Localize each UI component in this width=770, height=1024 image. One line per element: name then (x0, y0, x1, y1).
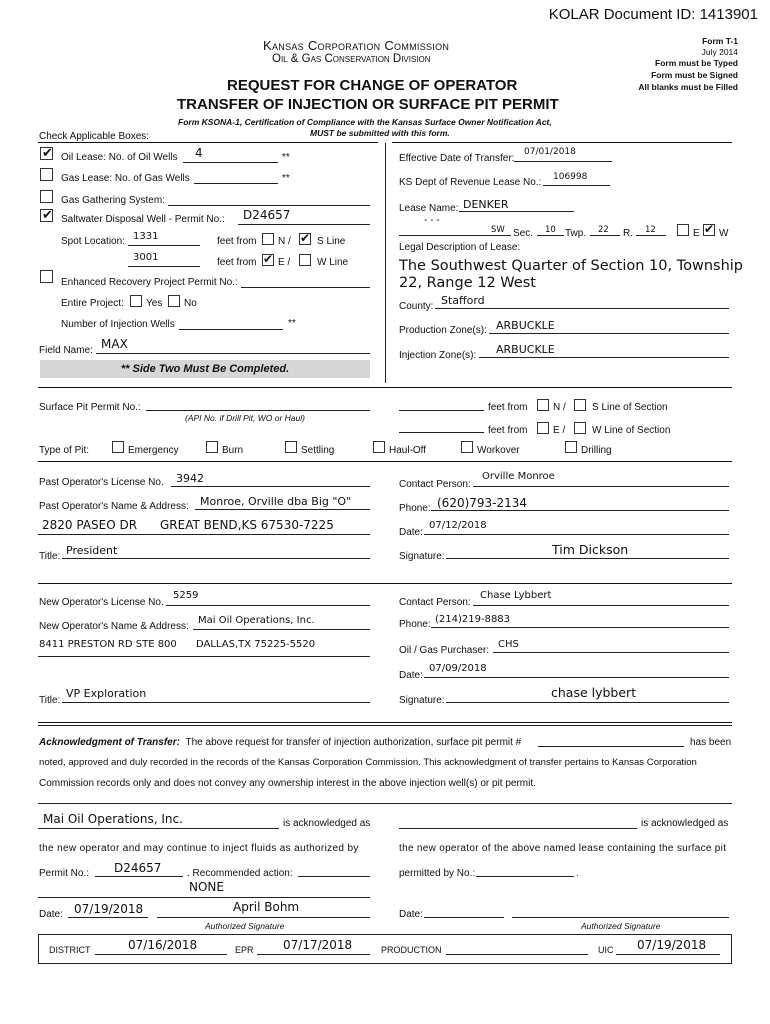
note-signed: Form must be Signed (651, 70, 738, 80)
spot-location-label: Spot Location: (61, 236, 125, 247)
oil-wells-value[interactable]: 4 (195, 146, 203, 160)
ack-date-label-right: Date: (399, 909, 423, 920)
twp-label: Twp. (565, 228, 587, 239)
subtitle-1: Form KSONA-1, Certification of Compliance with the Kansas Surface Owner Notification Act, (178, 117, 552, 127)
epr-label: EPR (235, 945, 254, 955)
ack-text-1: Acknowledgment of Transfer: The above request for transfer of injection authorization, surface pit permit # (39, 737, 522, 748)
check-label: Check Applicable Boxes: (39, 131, 150, 142)
api-note: (API No. if Drill Pit, WO or Haul) (185, 413, 305, 423)
pit-burn-checkbox[interactable] (206, 441, 218, 453)
pit-n-label: N / (553, 402, 566, 413)
pit-feet-from-2: feet from (488, 425, 528, 436)
field-name-label: Field Name: (39, 345, 93, 356)
entire-no-label: No (184, 298, 197, 309)
ack-date-value[interactable]: 07/19/2018 (74, 902, 144, 916)
epr-date[interactable]: 07/17/2018 (283, 938, 353, 952)
new-address-1[interactable]: 8411 PRESTON RD STE 800 (39, 639, 177, 650)
feet-from-1: feet from (217, 236, 257, 247)
quarter-dashes: - - - (424, 215, 440, 226)
past-date-value[interactable]: 07/12/2018 (429, 520, 487, 531)
pit-emergency-checkbox[interactable] (112, 441, 124, 453)
w-checkbox[interactable] (299, 254, 311, 266)
form-title-2: TRANSFER OF INJECTION OR SURFACE PIT PERMIT (177, 96, 559, 113)
pit-feet-from-1: feet from (488, 402, 528, 413)
production-zone-label: Production Zone(s): (399, 325, 487, 336)
swd-checkbox[interactable] (40, 209, 53, 222)
new-title-label: Title: (39, 695, 61, 706)
new-phone-value[interactable]: (214)219-8883 (435, 614, 511, 625)
eor-label: Enhanced Recovery Project Permit No.: (61, 277, 238, 288)
past-license-label: Past Operator's License No. (39, 477, 164, 488)
ack-date-label: Date: (39, 909, 63, 920)
ack-signer-value[interactable]: April Bohm (233, 900, 300, 914)
subtitle-2: MUST be submitted with this form. (310, 128, 450, 138)
ack-recommended-label: . Recommended action: (187, 868, 293, 879)
ack-text-2: noted, approved and duly recorded in the records of the Kansas Corporation Commission. This acknowledgment of transfer pertains to Kansas Corporation (39, 757, 697, 768)
production-label: PRODUCTION (381, 945, 442, 955)
district-label: DISTRICT (49, 945, 91, 955)
new-signature-value[interactable]: chase lybbert (551, 685, 637, 700)
range-e-checkbox[interactable] (677, 224, 689, 236)
ack-right-text: the new operator of the above named lease containing the surface pit (399, 843, 727, 854)
past-signature-label: Signature: (399, 551, 445, 562)
sec-value[interactable]: 10 (545, 225, 556, 235)
new-title-value[interactable]: VP Exploration (66, 687, 147, 700)
injection-zone-value[interactable]: ARBUCKLE (496, 343, 555, 356)
eff-date-value[interactable]: 07/01/2018 (524, 147, 576, 157)
e-checkbox[interactable] (262, 254, 274, 266)
spot-ns-value[interactable]: 1331 (133, 231, 159, 242)
field-name-value[interactable]: MAX (101, 337, 128, 351)
county-value[interactable]: Stafford (441, 294, 485, 307)
pit-s-label: S Line of Section (592, 402, 668, 413)
lease-name-value[interactable]: DENKER (463, 198, 509, 211)
past-contact-label: Contact Person: (399, 479, 471, 490)
pit-hauloff-checkbox[interactable] (373, 441, 385, 453)
range-value[interactable]: 12 (645, 225, 656, 235)
new-name-label: New Operator's Name & Address: (39, 621, 189, 632)
ack-text-3: Commission records only and does not convey any ownership interest in the above injection well(s) or pit permit. (39, 778, 536, 789)
pit-e-label: E / (553, 425, 566, 436)
past-title-value[interactable]: President (66, 544, 118, 557)
purchaser-value[interactable]: CHS (498, 639, 519, 650)
new-signature-label: Signature: (399, 695, 445, 706)
uic-date[interactable]: 07/19/2018 (637, 938, 707, 952)
past-signature-value[interactable]: Tim Dickson (552, 542, 629, 557)
injection-zone-label: Injection Zone(s): (399, 350, 477, 361)
legal-desc-label: Legal Description of Lease: (399, 242, 521, 253)
pit-settling-checkbox[interactable] (285, 441, 297, 453)
s-line-label: S Line (317, 236, 346, 247)
gas-gathering-label: Gas Gathering System: (61, 195, 165, 206)
entire-yes-checkbox[interactable] (130, 295, 142, 307)
w-line-label: W Line (317, 257, 349, 268)
swd-permit-value[interactable]: D24657 (243, 208, 291, 222)
form-date: July 2014 (701, 47, 738, 57)
s-checkbox[interactable] (299, 233, 311, 245)
production-zone-value[interactable]: ARBUCKLE (496, 319, 555, 332)
form-title-1: REQUEST FOR CHANGE OF OPERATOR (227, 77, 518, 94)
inj-wells-stars: ** (288, 318, 296, 329)
ks-lease-label: KS Dept of Revenue Lease No.: (399, 177, 542, 188)
pit-type-emergency: Emergency (128, 445, 179, 456)
n-checkbox[interactable] (262, 233, 274, 245)
new-contact-label: Contact Person: (399, 597, 471, 608)
gas-wells-stars: ** (282, 173, 290, 184)
past-phone-value[interactable]: (620)793-2134 (437, 496, 528, 510)
sec-label: Sec. (513, 228, 534, 239)
past-phone-label: Phone: (399, 503, 431, 514)
inj-wells-label: Number of Injection Wells (61, 319, 175, 330)
quarter-value[interactable]: SW (491, 225, 505, 235)
ack-left-text: the new operator and may continue to inject fluids as authorized by (39, 843, 359, 854)
entire-yes-label: Yes (146, 298, 163, 309)
division-name: Oil & Gas Conservation Division (272, 53, 431, 65)
pit-type-drilling: Drilling (581, 445, 612, 456)
ack-has-been: has been (690, 737, 732, 748)
new-license-label: New Operator's License No. (39, 597, 164, 608)
new-name-value[interactable]: Mai Oil Operations, Inc. (198, 615, 315, 626)
ks-lease-value[interactable]: 106998 (553, 172, 588, 182)
side-two-banner: ** Side Two Must Be Completed. (40, 360, 370, 378)
ack-auth-sig-right: Authorized Signature (581, 921, 661, 931)
pit-w-label: W Line of Section (592, 425, 671, 436)
ack-operator-value[interactable]: Mai Oil Operations, Inc. (43, 812, 183, 826)
note-typed: Form must be Typed (655, 58, 738, 68)
gas-gathering-checkbox[interactable] (40, 190, 53, 203)
new-address-2[interactable]: DALLAS,TX 75225-5520 (196, 639, 316, 650)
new-license-value[interactable]: 5259 (173, 590, 199, 601)
n-label: N / (278, 236, 291, 247)
e-label: E / (278, 257, 291, 268)
entire-project-label: Entire Project: (61, 298, 124, 309)
range-e-label: E (693, 228, 700, 239)
ack-action-value[interactable]: NONE (189, 880, 224, 894)
document-id: KOLAR Document ID: 1413901 (548, 6, 758, 23)
past-name-value[interactable]: Monroe, Orville dba Big "O" (200, 495, 352, 508)
ack-is-acknowledged-left: is acknowledged as (283, 818, 371, 829)
pit-workover-checkbox[interactable] (461, 441, 473, 453)
pit-permit-label: Surface Pit Permit No.: (39, 402, 141, 413)
pit-type-label: Type of Pit: (39, 445, 90, 456)
pit-n-checkbox[interactable] (537, 399, 549, 411)
oil-lease-label: Oil Lease: No. of Oil Wells (61, 152, 178, 163)
spot-ew-value[interactable]: 3001 (133, 252, 159, 263)
past-title-label: Title: (39, 551, 61, 562)
oil-wells-stars: ** (282, 152, 290, 163)
range-w-label: W (719, 228, 729, 239)
form-number: Form T-1 (702, 36, 738, 46)
pit-type-settling: Settling (301, 445, 335, 456)
ack-permitted-period: . (576, 868, 579, 879)
note-filled: All blanks must be Filled (638, 82, 738, 92)
ack-auth-sig-left: Authorized Signature (205, 921, 285, 931)
pit-type-workover: Workover (477, 445, 520, 456)
purchaser-label: Oil / Gas Purchaser: (399, 645, 490, 656)
lease-name-label: Lease Name: (399, 203, 459, 214)
ack-permit-value[interactable]: D24657 (114, 861, 162, 875)
range-w-checkbox[interactable] (703, 224, 715, 236)
oil-lease-checkbox[interactable] (40, 147, 53, 160)
eff-date-label: Effective Date of Transfer: (399, 153, 515, 164)
ack-is-acknowledged-right: is acknowledged as (641, 818, 729, 829)
new-phone-label: Phone: (399, 619, 431, 630)
new-date-label: Date: (399, 670, 423, 681)
county-label: County: (399, 301, 434, 312)
pit-s-checkbox[interactable] (574, 399, 586, 411)
pit-type-hauloff: Haul-Off (389, 445, 427, 456)
past-address-1[interactable]: 2820 PASEO DR (42, 518, 138, 532)
uic-label: UIC (598, 945, 614, 955)
legal-desc-line-2[interactable]: 22, Range 12 West (399, 275, 536, 291)
ack-permitted-by-label: permitted by No.: (399, 868, 476, 879)
eor-checkbox[interactable] (40, 270, 53, 283)
entire-no-checkbox[interactable] (168, 295, 180, 307)
past-date-label: Date: (399, 527, 423, 538)
pit-w-checkbox[interactable] (574, 422, 586, 434)
twp-value[interactable]: 22 (598, 225, 609, 235)
past-contact-value[interactable]: Orville Monroe (482, 471, 555, 482)
pit-drilling-checkbox[interactable] (565, 441, 577, 453)
pit-e-checkbox[interactable] (537, 422, 549, 434)
feet-from-2: feet from (217, 257, 257, 268)
past-name-label: Past Operator's Name & Address: (39, 501, 189, 512)
district-date[interactable]: 07/16/2018 (128, 938, 198, 952)
range-label: R. (623, 228, 633, 239)
pit-type-burn: Burn (222, 445, 244, 456)
gas-lease-checkbox[interactable] (40, 168, 53, 181)
gas-lease-label: Gas Lease: No. of Gas Wells (61, 173, 190, 184)
new-date-value[interactable]: 07/09/2018 (429, 663, 487, 674)
ack-permit-label: Permit No.: (39, 868, 90, 879)
past-address-2[interactable]: GREAT BEND,KS 67530-7225 (160, 518, 334, 532)
legal-desc-line-1[interactable]: The Southwest Quarter of Section 10, Township (399, 258, 743, 274)
past-license-value[interactable]: 3942 (176, 472, 204, 485)
new-contact-value[interactable]: Chase Lybbert (480, 590, 552, 601)
agency-name: Kansas Corporation Commission (263, 38, 450, 53)
swd-label: Saltwater Disposal Well - Permit No.: (61, 214, 225, 225)
